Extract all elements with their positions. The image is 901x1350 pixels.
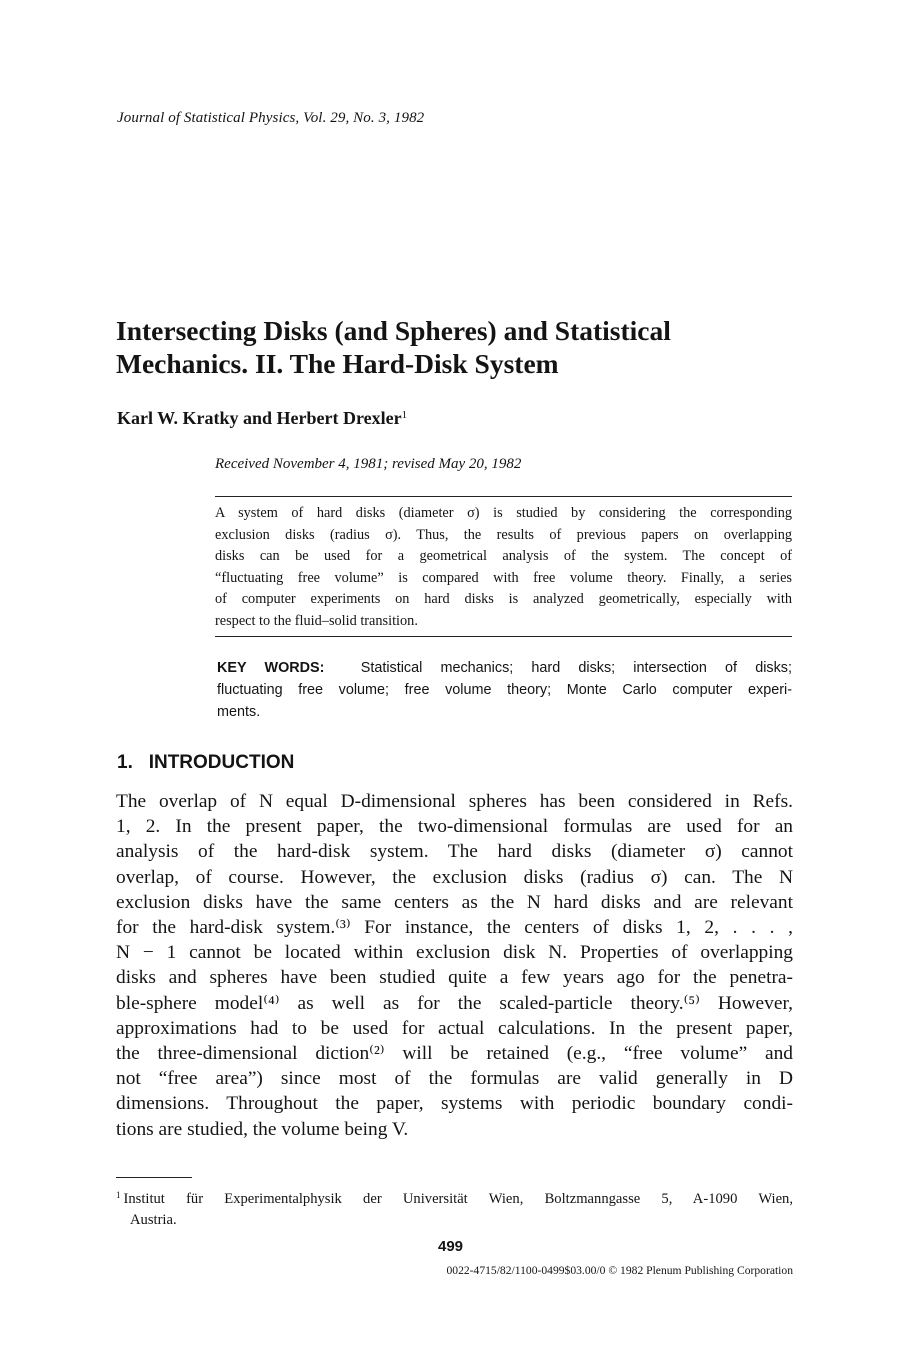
section-heading <box>117 752 294 774</box>
keywords-line-3: ments. <box>217 704 261 720</box>
keywords-text-1: Statistical mechanics; hard disks; intersection of disks; <box>360 660 792 676</box>
author-names: Karl W. Kratky and Herbert Drexler <box>117 408 402 428</box>
abstract-line: of computer experiments on hard disks is analyzed geometrically, especially with <box>215 591 792 607</box>
title-line-2: Mechanics. II. The Hard-Disk System <box>116 348 559 379</box>
body-line: N − 1 cannot be located within exclusion disk N. Properties of overlapping <box>116 942 793 964</box>
body-line: analysis of the hard-disk system. The hard disks (diameter σ) cannot <box>116 841 793 863</box>
footnote-line-2: Austria. <box>130 1212 177 1228</box>
page-number: 499 <box>437 1238 464 1255</box>
copyright-line: 0022-4715/82/1100-0499$03.00/0 © 1982 Plenum Publishing Corporation <box>446 1264 793 1277</box>
abstract-line: “fluctuating free volume” is compared with free volume theory. Finally, a series <box>215 569 792 586</box>
body-line: ble-sphere model⁽⁴⁾ as well as for the scaled-particle theory.⁽⁵⁾ However, <box>116 992 793 1014</box>
abstract-top-rule <box>215 496 792 497</box>
author-footnote-mark: 1 <box>401 409 408 421</box>
body-line: disks and spheres have been studied quite a few years ago for the penetra- <box>116 967 793 989</box>
journal-citation: Journal of Statistical Physics, Vol. 29, No. 3, 1982 <box>117 110 425 126</box>
abstract-line: A system of hard disks (diameter σ) is studied by considering the corresponding <box>215 505 792 521</box>
section-title: INTRODUCTION <box>148 752 295 773</box>
received-dates: Received November 4, 1981; revised May 20, 1982 <box>215 456 522 472</box>
paper-title <box>116 314 796 380</box>
keywords <box>217 657 792 723</box>
footnote-text-1: Institut für Experimentalphysik der Universität Wien, Boltzmanngasse 5, A-1090 Wien, <box>123 1191 793 1207</box>
body-line: approximations had to be used for actual calculations. In the present paper, <box>116 1017 793 1039</box>
footnote-rule <box>116 1177 192 1178</box>
abstract-line: disks can be used for a geometrical analysis of the system. The concept of <box>215 548 792 564</box>
keywords-line-1 <box>217 657 792 679</box>
abstract-bottom-rule <box>215 636 792 637</box>
body-line: overlap, of course. However, the exclusion disks (radius σ) can. The N <box>116 866 793 888</box>
title-line-1: Intersecting Disks (and Spheres) and Statistical <box>116 315 671 346</box>
footnote-line-1 <box>116 1189 793 1210</box>
author-list <box>117 408 407 429</box>
abstract-line: respect to the fluid–solid transition. <box>215 612 418 629</box>
body-line: exclusion disks have the same centers as the N hard disks and are relevant <box>116 891 793 913</box>
body-line: The overlap of N equal D-dimensional spheres has been considered in Refs. <box>116 791 793 812</box>
body-line: for the hard-disk system.⁽³⁾ For instance, the centers of disks 1, 2, . . . , <box>116 917 793 939</box>
abstract-line: exclusion disks (radius σ). Thus, the results of previous papers on overlapping <box>215 526 792 543</box>
body-line: the three-dimensional diction⁽²⁾ will be retained (e.g., “free volume” and <box>116 1043 793 1065</box>
body-line: dimensions. Throughout the paper, systems with periodic boundary condi- <box>116 1093 793 1115</box>
section-number: 1. <box>117 752 133 773</box>
keywords-label: KEY WORDS: <box>217 660 325 676</box>
keywords-line-2: fluctuating free volume; free volume theory; Monte Carlo computer experi- <box>217 682 792 698</box>
footnote-mark: 1 <box>116 1190 121 1200</box>
introduction-paragraph <box>116 789 793 1142</box>
body-line: 1, 2. In the present paper, the two-dimensional formulas are used for an <box>116 816 793 838</box>
footnote <box>116 1189 793 1231</box>
abstract <box>215 503 792 632</box>
body-line: not “free area”) since most of the formulas are valid generally in D <box>116 1068 793 1090</box>
body-line: tions are studied, the volume being V. <box>116 1118 409 1140</box>
